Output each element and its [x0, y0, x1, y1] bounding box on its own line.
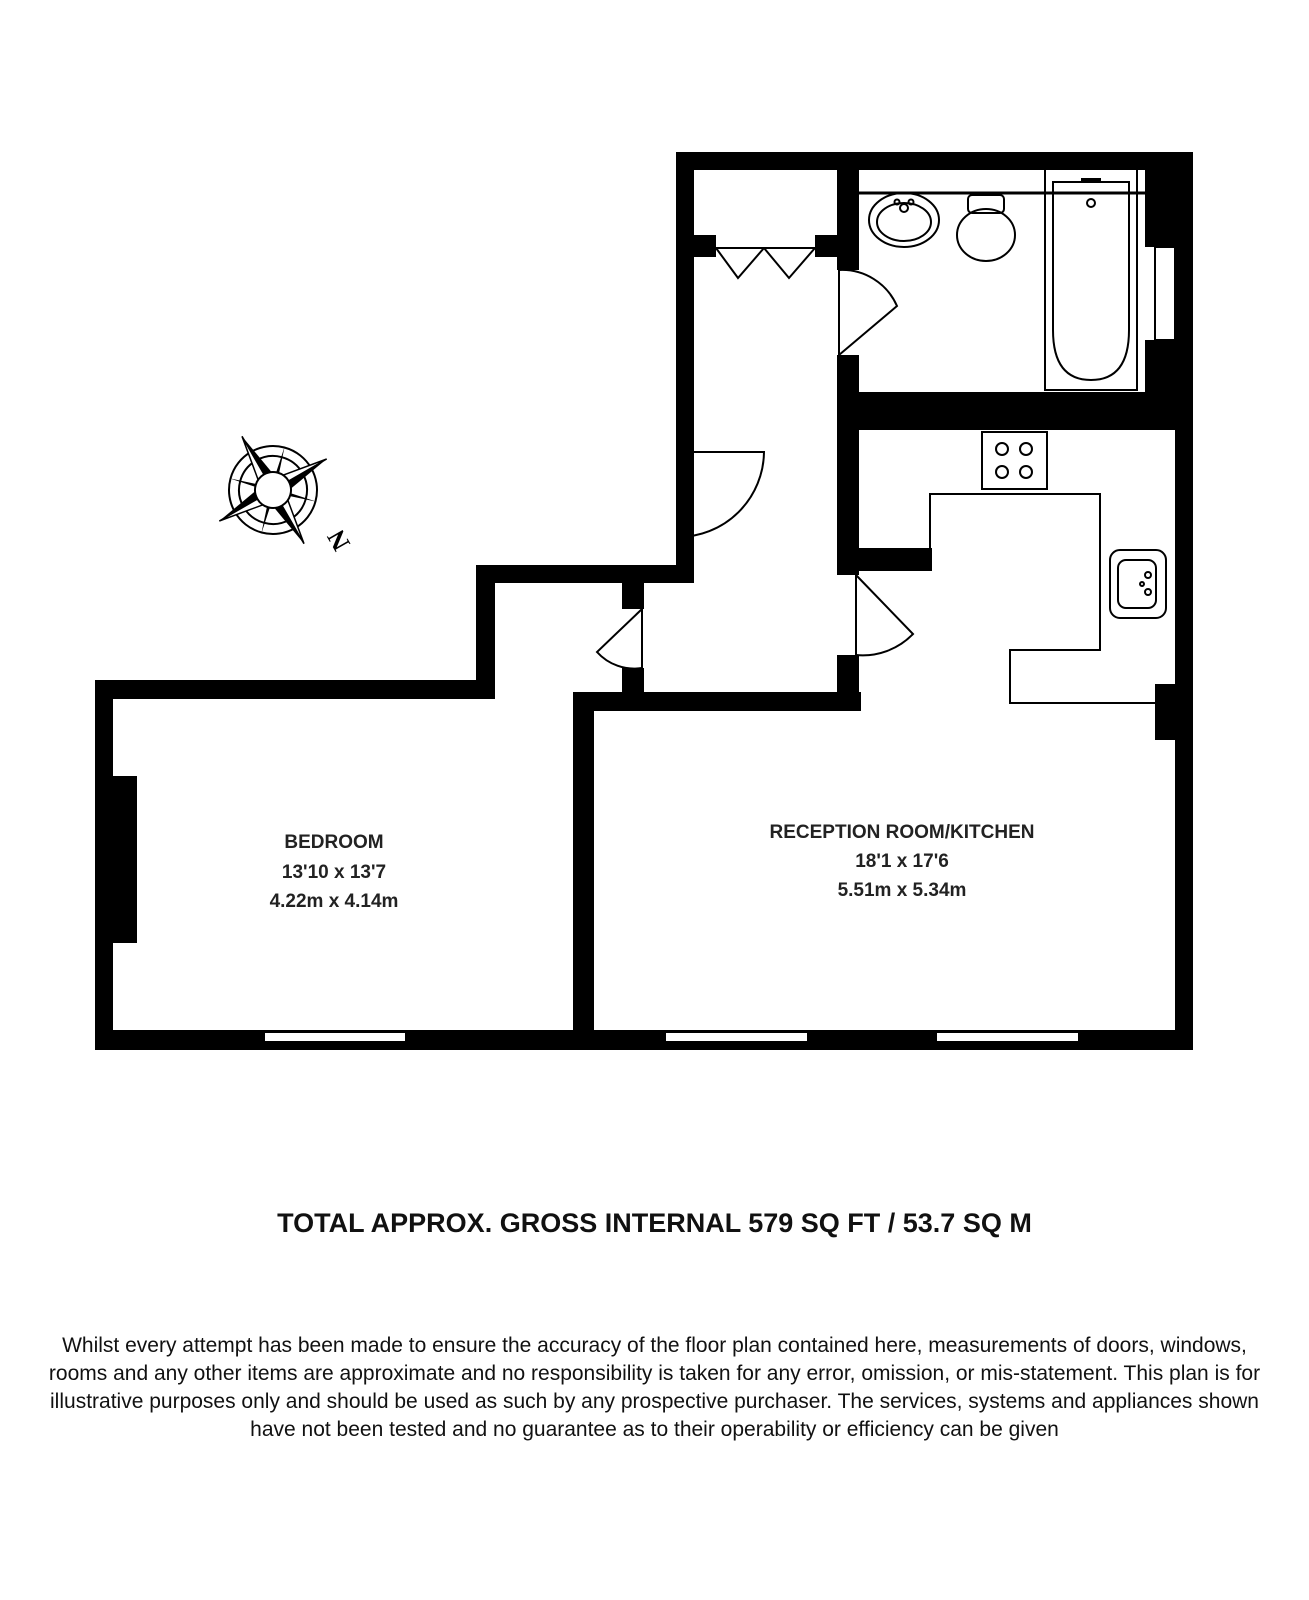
washbasin	[869, 193, 939, 247]
door-reception	[856, 575, 913, 655]
window	[665, 1032, 808, 1042]
room-dimensions-metric: 5.51m x 5.34m	[837, 880, 967, 901]
room-name: BEDROOM	[284, 832, 384, 853]
window	[1155, 247, 1175, 340]
room-dimensions-imperial: 18'1 x 17'6	[855, 851, 949, 872]
toilet	[957, 195, 1015, 261]
room-reception-kitchen	[770, 822, 1035, 901]
wall	[837, 655, 859, 711]
total-area: TOTAL APPROX. GROSS INTERNAL 579 SQ FT / 53.7 SQ M	[277, 1208, 1032, 1238]
chimney-breast	[1155, 684, 1175, 740]
wall	[1175, 152, 1193, 1050]
wall	[1145, 170, 1175, 247]
wall	[622, 583, 644, 609]
bathtub	[1045, 168, 1137, 390]
wall	[476, 565, 694, 583]
wall	[573, 692, 594, 1047]
wall	[476, 565, 495, 699]
wall	[837, 548, 932, 571]
disclaimer-text: Whilst every attempt has been made to ensure the accuracy of the floor plan contained here, measurements of doors, windows, rooms and any other items are approximate and no responsibility is taken for any error, omission, or mis-statement. This plan is for illustrative purposes only and should be used as such by any prospective purchaser. The services, systems and appliances shown have not been tested and no guarantee as to their operability or efficiency can be given	[48, 1334, 1261, 1441]
wall	[815, 235, 837, 257]
door-cupboard	[716, 248, 815, 278]
hob	[982, 432, 1047, 489]
chimney-breast	[113, 776, 137, 943]
wall	[837, 152, 859, 270]
wall	[573, 692, 861, 711]
wall	[95, 680, 495, 699]
room-dimensions-imperial: 13'10 x 13'7	[281, 862, 387, 883]
wall	[622, 668, 644, 711]
room-bedroom	[270, 832, 399, 912]
wall	[837, 355, 859, 575]
window	[936, 1032, 1079, 1042]
kitchen-sink	[1110, 550, 1166, 618]
wall	[95, 680, 113, 1050]
room-dimensions-metric: 4.22m x 4.14m	[269, 891, 399, 912]
window	[264, 1032, 406, 1042]
kitchen-counter	[930, 494, 1155, 703]
room-name: RECEPTION ROOM/KITCHEN	[769, 822, 1035, 843]
compass-north-label: N	[321, 524, 356, 556]
door-bathroom	[839, 270, 897, 355]
door-bedroom	[597, 609, 642, 669]
wall	[1145, 340, 1175, 392]
wall	[837, 392, 1193, 430]
wall	[694, 235, 716, 257]
